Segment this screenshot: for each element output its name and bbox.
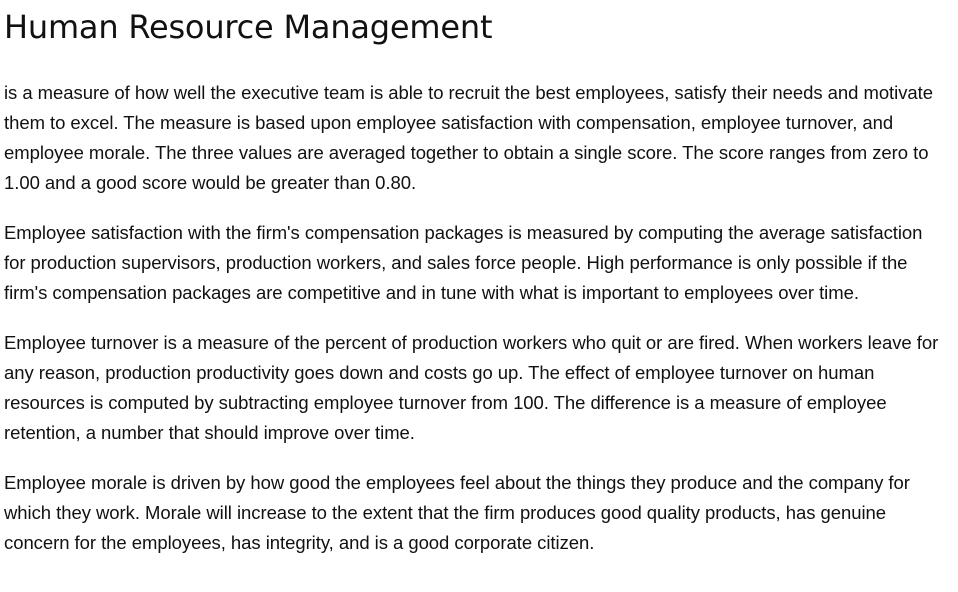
page-title: Human Resource Management bbox=[4, 8, 493, 46]
paragraph-employee-turnover: Employee turnover is a measure of the percent of production workers who quit or are fired. When workers leave for any reason, production productivity goes down and costs go up. The effect of employee turnover on human resources is computed by subtracting employee turnover from 100. The difference is a measure of employee retention, a number that should improve over time. bbox=[4, 332, 939, 443]
paragraph-compensation-satisfaction: Employee satisfaction with the firm's compensation packages is measured by computing the average satisfaction for production supervisors, production workers, and sales force people. High performance is only possible if the firm's compensation packages are competitive and in tune with what is important to employees over time. bbox=[4, 222, 923, 303]
paragraph-employee-morale: Employee morale is driven by how good the employees feel about the things they produce and the company for which they work. Morale will increase to the extent that the firm produces good quality products, has genuine concern for the employees, has integrity, and is a good corporate citizen. bbox=[4, 472, 910, 553]
paragraph-definition: is a measure of how well the executive team is able to recruit the best employees, satisfy their needs and motivate them to excel. The measure is based upon employee satisfaction with compensation, employee turnover, and employee morale. The three values are averaged together to obtain a single score. The score ranges from zero to 1.00 and a good score would be greater than 0.80. bbox=[4, 82, 933, 193]
